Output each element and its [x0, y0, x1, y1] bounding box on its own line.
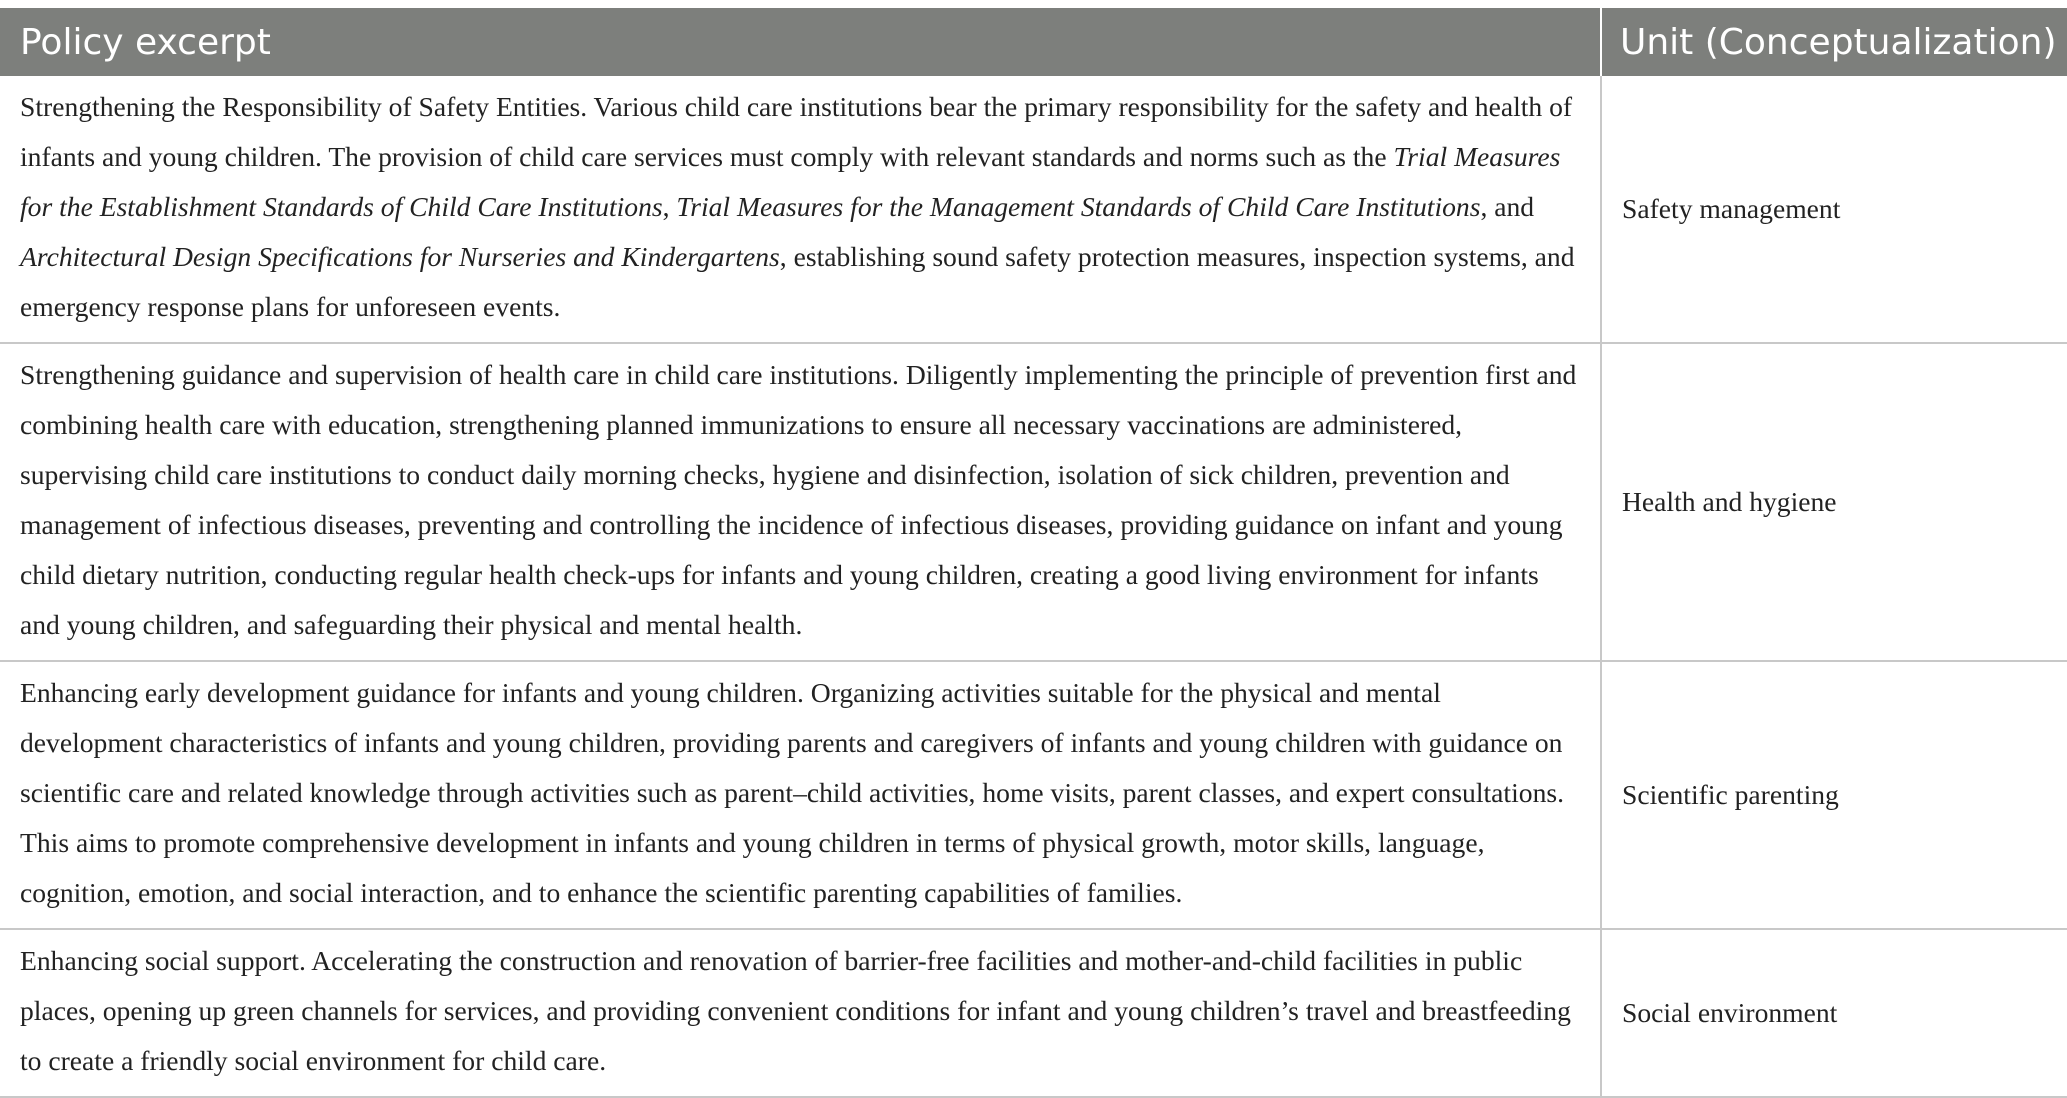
policy-excerpt-cell: [0, 76, 1601, 343]
excerpt-text: , establishing sound safety protection measures, inspection systems, and emergency response plans for unforeseen events.: [20, 241, 1575, 322]
header-unit-conceptualization: Unit (Conceptualization): [1601, 8, 2067, 76]
unit-cell: Scientific parenting: [1601, 661, 2067, 929]
table-row: [0, 661, 2067, 929]
excerpt-document-title: Architectural Design Specifications for Nurseries and Kindergartens: [20, 241, 780, 272]
excerpt-document-title: Trial Measures for the Management Standards of Child Care Institutions: [676, 191, 1481, 222]
excerpt-text: ,: [662, 191, 677, 222]
policy-excerpt-cell: Enhancing social support. Accelerating the construction and renovation of barrier-free facilities and mother-and-child facilities in public places, opening up green channels for services, and providing convenient conditions for infant and young children’s travel and breastfeeding to create a friendly social environment for child care.: [0, 929, 1601, 1097]
excerpt-text: Strengthening the Responsibility of Safety Entities. Various child care institutions bear the primary responsibility for the safety and health of infants and young children. The provision of child care services must comply with relevant standards and norms such as the: [20, 91, 1573, 172]
table-row: [0, 343, 2067, 661]
excerpt-text: , and: [1480, 191, 1535, 222]
table-row: [0, 76, 2067, 343]
policy-table: [0, 8, 2067, 1098]
table-header: [0, 8, 2067, 76]
table-row: [0, 929, 2067, 1097]
policy-table-container: [0, 8, 2067, 1098]
unit-cell: Health and hygiene: [1601, 343, 2067, 661]
policy-excerpt-cell: Enhancing early development guidance for infants and young children. Organizing activities suitable for the physical and mental development characteristics of infants and young children, providing parents and caregivers of infants and young children with guidance on scientific care and related knowledge through activities such as parent–child activities, home visits, parent classes, and expert consultations. This aims to promote comprehensive development in infants and young children in terms of physical growth, motor skills, language, cognition, emotion, and social interaction, and to enhance the scientific parenting capabilities of families.: [0, 661, 1601, 929]
header-policy-excerpt: Policy excerpt: [0, 8, 1601, 76]
header-row: [0, 8, 2067, 76]
unit-cell: Social environment: [1601, 929, 2067, 1097]
unit-cell: Safety management: [1601, 76, 2067, 343]
policy-excerpt-cell: Strengthening guidance and supervision of health care in child care institutions. Diligently implementing the principle of prevention first and combining health care with education, strengthening planned immunizations to ensure all necessary vaccinations are administered, supervising child care institutions to conduct daily morning checks, hygiene and disinfection, isolation of sick children, prevention and management of infectious diseases, preventing and controlling the incidence of infectious diseases, providing guidance on infant and young child dietary nutrition, conducting regular health check-ups for infants and young children, creating a good living environment for infants and young children, and safeguarding their physical and mental health.: [0, 343, 1601, 661]
table-body: [0, 76, 2067, 1097]
excerpt-document-title: Trial Measures for the Establishment Standards of Child Care Institutions: [20, 141, 1561, 222]
